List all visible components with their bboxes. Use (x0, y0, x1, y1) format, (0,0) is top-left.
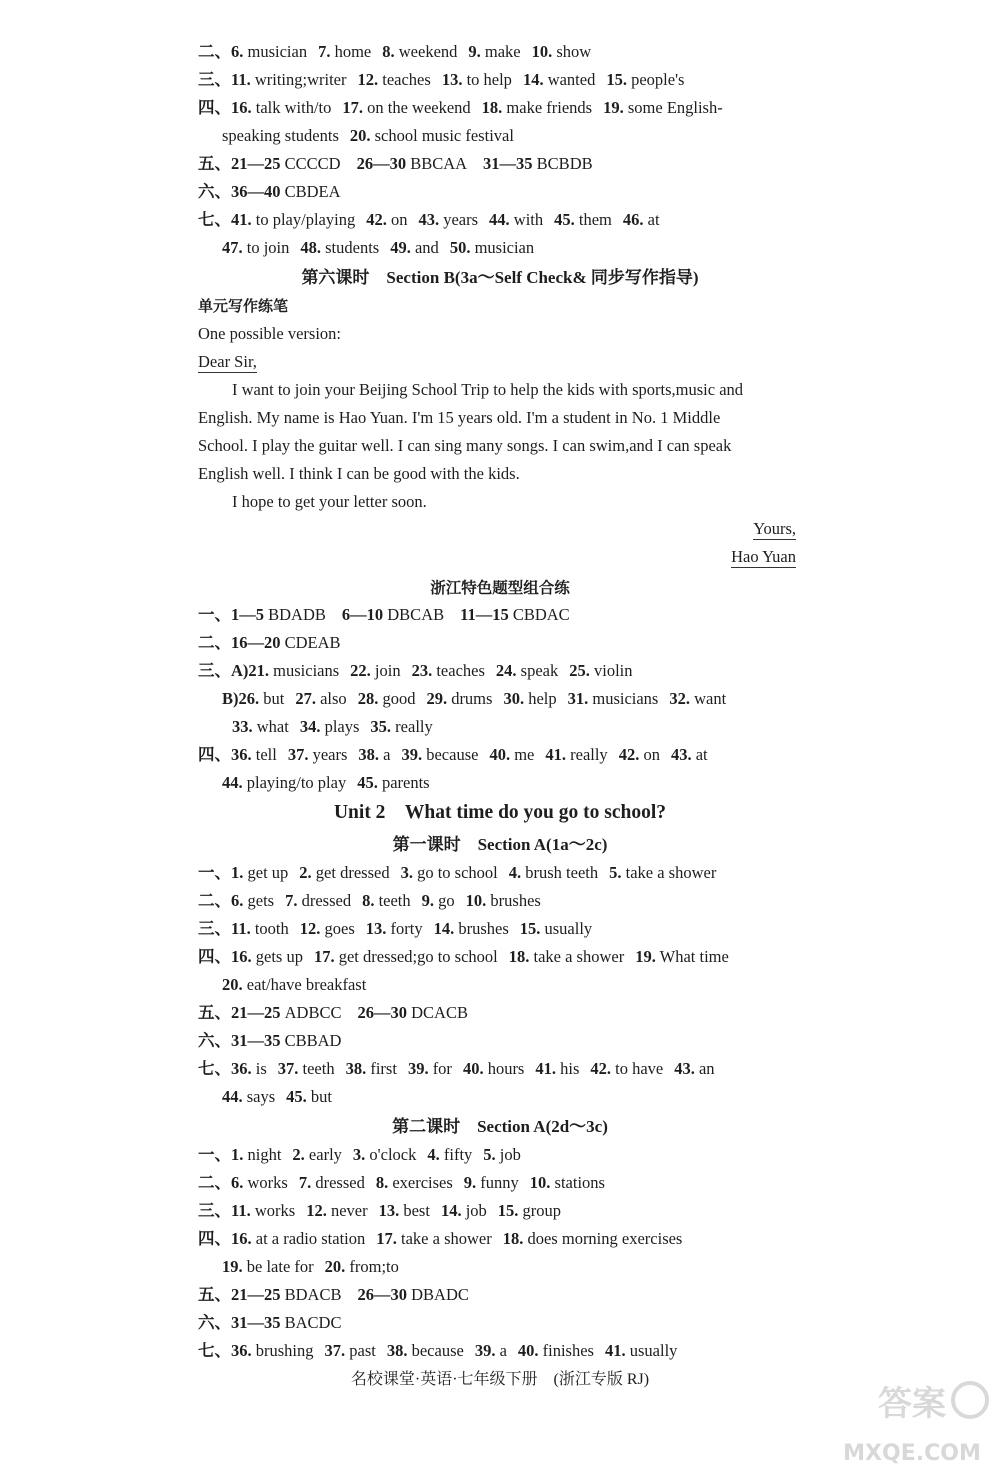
answer-text: brushes (490, 891, 541, 910)
question-number: 15. (497, 1201, 519, 1220)
answer-text: BCBDB (536, 154, 593, 173)
question-number: 20. (324, 1257, 346, 1276)
question-number: 24. (495, 661, 517, 680)
question-number: 46. (622, 210, 644, 229)
answer-text: playing/to play (246, 773, 347, 792)
question-number: 50. (449, 238, 471, 257)
answer-text: goes (324, 919, 355, 938)
question-number: 14. (522, 70, 544, 89)
answer-line (198, 1312, 341, 1334)
question-number: 27. (295, 689, 316, 708)
answer-text: take a shower (533, 947, 625, 966)
answer-text: on (643, 745, 660, 764)
answer-text: speaking students (222, 126, 339, 145)
answer-text: get up (247, 863, 289, 882)
answer-text: writing;writer (254, 70, 347, 89)
answer-text: brushes (458, 919, 509, 938)
answer-line (198, 69, 684, 91)
question-number: 37. (277, 1059, 299, 1078)
answer-text: teeth (302, 1059, 335, 1078)
answer-text: dressed (315, 1173, 365, 1192)
question-number: 48. (300, 238, 322, 257)
question-number: 19. (603, 98, 624, 117)
answer-text: musician (474, 238, 535, 257)
question-number: 47. (222, 238, 243, 257)
question-number: 6—10 (341, 605, 384, 624)
answer-text: wanted (547, 70, 596, 89)
answer-text: DBADC (411, 1285, 469, 1304)
answer-text: BDADB (268, 605, 326, 624)
answer-text: DCACB (411, 1003, 468, 1022)
answer-text: get dressed;go to school (338, 947, 498, 966)
question-number: 五、21—25 (198, 1003, 281, 1022)
question-number: 一、1. (198, 863, 244, 882)
question-number: 35. (370, 717, 392, 736)
question-number: 4. (508, 863, 522, 882)
answer-text: teeth (378, 891, 411, 910)
question-number: 44. (222, 1087, 243, 1106)
question-number: 13. (365, 919, 387, 938)
answer-text: be late for (246, 1257, 314, 1276)
question-number: 38. (358, 745, 380, 764)
lesson1-heading: 第一课时 Section A(1a～2c) (392, 835, 608, 854)
answer-line (222, 688, 726, 710)
answer-text: CDEAB (284, 633, 341, 652)
answer-text: ADBCC (284, 1003, 342, 1022)
answer-text: also (320, 689, 347, 708)
answer-text: help (528, 689, 557, 708)
answer-text: them (578, 210, 612, 229)
question-number: 四、16. (198, 1229, 252, 1248)
answer-text: gets up (255, 947, 303, 966)
zhejiang-heading: 浙江特色题型组合练 (430, 579, 570, 597)
question-number: 一、1—5 (198, 605, 264, 624)
question-number: 49. (390, 238, 411, 257)
question-number: 17. (376, 1229, 397, 1248)
answer-text: musician (247, 42, 308, 61)
answer-text: plays (324, 717, 360, 736)
question-number: 31—35 (483, 154, 533, 173)
question-number: 3. (400, 863, 413, 882)
answer-line (198, 744, 708, 766)
answer-text: his (560, 1059, 580, 1078)
question-number: 41. (604, 1341, 626, 1360)
question-number: 二、16—20 (198, 633, 281, 652)
question-number: 三、11. (198, 1201, 251, 1220)
question-number: 六、31—35 (198, 1031, 281, 1050)
question-number: 45. (286, 1087, 307, 1106)
answer-text: BBCAA (410, 154, 468, 173)
question-number: 28. (357, 689, 379, 708)
answer-text: BACDC (284, 1313, 342, 1332)
answer-text: does morning exercises (527, 1229, 683, 1248)
answer-text: take a shower (625, 863, 717, 882)
answer-text: job (465, 1201, 487, 1220)
question-number: 六、31—35 (198, 1313, 281, 1332)
question-number: 七、36. (198, 1059, 252, 1078)
question-number: 43. (418, 210, 440, 229)
answer-text: me (514, 745, 535, 764)
answer-text: What time (659, 947, 729, 966)
salutation: Dear Sir, (198, 352, 257, 371)
answer-text: weekend (398, 42, 458, 61)
letter-line-5: I hope to get your letter soon. (232, 492, 427, 511)
answer-line (198, 890, 541, 912)
question-number: 18. (508, 947, 530, 966)
question-number: 五、21—25 (198, 154, 281, 173)
question-number: 9. (463, 1173, 477, 1192)
answer-text: exercises (392, 1173, 453, 1192)
answer-text: works (247, 1173, 288, 1192)
answer-text: on (390, 210, 408, 229)
answer-text: teaches (382, 70, 431, 89)
question-number: 2. (292, 1145, 305, 1164)
answer-text: join (374, 661, 401, 680)
question-number: 40. (489, 745, 511, 764)
question-number: 11—15 (460, 605, 509, 624)
answer-text: to help (466, 70, 512, 89)
answer-text: eat/have breakfast (246, 975, 367, 994)
answer-line (198, 1172, 605, 1194)
answer-text: tell (255, 745, 277, 764)
question-number: 二、6. (198, 1173, 244, 1192)
answer-text: to play/playing (255, 210, 356, 229)
question-number: 19. (635, 947, 656, 966)
question-number: 15. (519, 919, 541, 938)
answer-line (198, 1002, 468, 1024)
question-number: 25. (569, 661, 590, 680)
answer-text: a (383, 745, 391, 764)
answer-line (198, 1058, 715, 1080)
question-number: 七、41. (198, 210, 252, 229)
answer-text: from;to (349, 1257, 399, 1276)
question-number: 20. (222, 975, 243, 994)
closing: Yours, (753, 519, 796, 538)
question-number: 18. (502, 1229, 524, 1248)
question-number: 22. (350, 661, 371, 680)
answer-text: but (310, 1087, 333, 1106)
question-number: 42. (618, 745, 640, 764)
question-number: 4. (427, 1145, 440, 1164)
letter-line-3: School. I play the guitar well. I can sing many songs. I can swim,and I can speak (198, 436, 732, 455)
question-number: 38. (345, 1059, 367, 1078)
answer-line (198, 97, 723, 119)
answer-line (198, 1030, 341, 1052)
question-number: 8. (362, 891, 375, 910)
question-number: 2. (299, 863, 312, 882)
answer-text: make friends (506, 98, 593, 117)
answer-text: really (395, 717, 433, 736)
question-number: 9. (468, 42, 481, 61)
question-number: 34. (299, 717, 321, 736)
answer-text: talk with/to (255, 98, 332, 117)
answer-text: hours (487, 1059, 525, 1078)
watermark-text: MXQE.COM (843, 1441, 981, 1466)
answer-text: school music festival (374, 126, 514, 145)
answer-line (198, 1228, 682, 1250)
answer-text: at a radio station (255, 1229, 366, 1248)
answer-text: get dressed (315, 863, 390, 882)
question-number: 3. (352, 1145, 366, 1164)
answer-text: never (330, 1201, 368, 1220)
answer-text: to have (615, 1059, 664, 1078)
answer-text: brush teeth (525, 863, 599, 882)
answer-text: with (513, 210, 544, 229)
question-number: 13. (378, 1201, 400, 1220)
answer-text: take a shower (401, 1229, 492, 1248)
question-number: 32. (669, 689, 690, 708)
answer-line (222, 237, 534, 259)
question-number: 44. (489, 210, 510, 229)
answer-text: people's (631, 70, 685, 89)
answer-text: usually (629, 1341, 678, 1360)
answer-text: group (522, 1201, 562, 1220)
watermark-logo (832, 1370, 992, 1470)
question-number: 12. (357, 70, 379, 89)
question-number: 五、21—25 (198, 1285, 281, 1304)
answer-text: at (695, 745, 708, 764)
question-number: 18. (481, 98, 503, 117)
answer-text: good (382, 689, 416, 708)
question-number: 29. (426, 689, 448, 708)
lesson6-heading: 第六课时 Section B(3a～Self Check& 同步写作指导) (301, 268, 699, 287)
answer-line (198, 1284, 469, 1306)
answer-line (198, 209, 660, 231)
answer-text: really (570, 745, 608, 764)
answer-text: but (263, 689, 285, 708)
answer-text: what (256, 717, 289, 736)
svg-text:答案: 答案 (878, 1384, 946, 1424)
letter-line-1: I want to join your Beijing School Trip to help the kids with sports,music and (232, 380, 744, 399)
question-number: 12. (306, 1201, 327, 1220)
answer-text: stations (554, 1173, 605, 1192)
answer-line (198, 181, 341, 203)
question-number: 14. (433, 919, 455, 938)
answer-text: violin (593, 661, 633, 680)
answer-text: night (247, 1145, 282, 1164)
answer-text: musicians (273, 661, 340, 680)
answer-text: on the weekend (367, 98, 471, 117)
answer-text: because (426, 745, 479, 764)
answer-text: o'clock (369, 1145, 417, 1164)
question-number: 四、16. (198, 98, 252, 117)
question-number: 33. (232, 717, 253, 736)
answer-text: and (414, 238, 439, 257)
answer-text: a (499, 1341, 507, 1360)
answer-line (222, 1256, 399, 1278)
question-number: 10. (531, 42, 553, 61)
question-number: 7. (298, 1173, 312, 1192)
answer-line (198, 632, 341, 654)
question-number: 41. (535, 1059, 556, 1078)
question-number: 44. (222, 773, 243, 792)
question-number: 17. (313, 947, 335, 966)
answer-line (198, 946, 729, 968)
question-number: 12. (299, 919, 321, 938)
question-number: 7. (285, 891, 298, 910)
answer-text: CCCCD (284, 154, 341, 173)
question-number: 40. (517, 1341, 539, 1360)
answer-text: want (694, 689, 727, 708)
question-number: 23. (411, 661, 433, 680)
question-number: 42. (590, 1059, 611, 1078)
question-number: 39. (474, 1341, 496, 1360)
question-number: 19. (222, 1257, 243, 1276)
answer-text: finishes (542, 1341, 594, 1360)
question-number: 七、36. (198, 1341, 252, 1360)
answer-text: BDACB (284, 1285, 342, 1304)
answer-line (198, 660, 633, 682)
question-number: 四、36. (198, 745, 252, 764)
question-number: 8. (375, 1173, 389, 1192)
answer-line (198, 153, 593, 175)
writing-intro: One possible version: (198, 324, 341, 343)
question-number: 39. (407, 1059, 429, 1078)
answer-text: musicians (592, 689, 659, 708)
question-number: 43. (670, 745, 692, 764)
question-number: 37. (324, 1341, 346, 1360)
answer-line (222, 772, 430, 794)
answer-text: funny (480, 1173, 519, 1192)
question-number: 20. (349, 126, 371, 145)
answer-text: parents (381, 773, 430, 792)
question-number: 31. (567, 689, 589, 708)
writing-label: 单元写作练笔 (198, 297, 289, 315)
question-number: 26—30 (356, 154, 407, 173)
question-number: 40. (462, 1059, 484, 1078)
question-number: 39. (401, 745, 423, 764)
answer-text: at (647, 210, 660, 229)
question-number: 5. (483, 1145, 496, 1164)
answer-line (198, 41, 591, 63)
question-number: B)26. (222, 689, 260, 708)
question-number: 5. (609, 863, 622, 882)
answer-text: to join (246, 238, 290, 257)
answer-line (222, 1086, 332, 1108)
answer-text: show (556, 42, 592, 61)
answer-text: usually (544, 919, 593, 938)
question-number: 一、1. (198, 1145, 244, 1164)
question-number: 45. (357, 773, 378, 792)
answer-line (198, 1340, 677, 1362)
answer-text: best (403, 1201, 430, 1220)
answer-text: years (312, 745, 348, 764)
answer-text: fifty (443, 1145, 473, 1164)
question-number: 14. (440, 1201, 462, 1220)
answer-text: brushing (255, 1341, 314, 1360)
answer-text: some English- (627, 98, 723, 117)
answer-text: works (254, 1201, 296, 1220)
answer-text: CBDEA (284, 182, 341, 201)
answer-text: teaches (436, 661, 485, 680)
answer-line (198, 1144, 521, 1166)
answer-text: dressed (301, 891, 352, 910)
question-number: 26—30 (357, 1285, 407, 1304)
question-number: 7. (318, 42, 331, 61)
answer-line (198, 1200, 561, 1222)
answer-text: drums (451, 689, 493, 708)
question-number: 45. (554, 210, 575, 229)
answer-text: past (349, 1341, 376, 1360)
question-number: 四、16. (198, 947, 252, 966)
question-number: 30. (503, 689, 525, 708)
signature: Hao Yuan (731, 547, 796, 566)
question-number: 8. (382, 42, 395, 61)
answer-text: tooth (254, 919, 289, 938)
question-number: 10. (465, 891, 487, 910)
letter-line-2: English. My name is Hao Yuan. I'm 15 years old. I'm a student in No. 1 Middle (198, 408, 721, 427)
question-number: 42. (366, 210, 387, 229)
question-number: 17. (342, 98, 363, 117)
answer-text: job (499, 1145, 521, 1164)
page-footer: 名校课堂·英语·七年级下册 (浙江专版 RJ) (350, 1371, 650, 1388)
answer-text: an (698, 1059, 715, 1078)
question-number: 10. (529, 1173, 551, 1192)
answer-text: CBBAD (284, 1031, 342, 1050)
answer-text: says (246, 1087, 276, 1106)
answer-text: home (334, 42, 372, 61)
unit2-heading: Unit 2 What time do you go to school? (333, 802, 667, 823)
answer-text: speak (520, 661, 559, 680)
answer-text: make (484, 42, 521, 61)
answer-text: early (308, 1145, 342, 1164)
answer-line (222, 125, 514, 147)
question-number: 二、6. (198, 42, 244, 61)
answer-text: go (438, 891, 455, 910)
answer-text: DBCAB (387, 605, 445, 624)
question-number: 9. (421, 891, 435, 910)
question-number: 三、11. (198, 70, 251, 89)
answer-line (222, 974, 366, 996)
answer-text: students (325, 238, 380, 257)
answer-line (232, 716, 433, 738)
question-number: 38. (386, 1341, 408, 1360)
answer-line (198, 604, 570, 626)
letter-line-4: English well. I think I can be good with the kids. (198, 464, 520, 483)
answer-line (198, 862, 716, 884)
answer-text: years (443, 210, 479, 229)
answer-text: is (255, 1059, 267, 1078)
answer-text: CBDAC (512, 605, 570, 624)
answer-text: forty (390, 919, 423, 938)
answer-line (198, 918, 592, 940)
question-number: 15. (606, 70, 627, 89)
question-number: 三、A)21. (198, 661, 270, 680)
question-number: 13. (441, 70, 463, 89)
question-number: 二、6. (198, 891, 244, 910)
answer-text: for (432, 1059, 452, 1078)
answer-text: go to school (417, 863, 498, 882)
answer-text: first (370, 1059, 397, 1078)
question-number: 三、11. (198, 919, 251, 938)
question-number: 43. (674, 1059, 695, 1078)
answer-text: gets (247, 891, 275, 910)
question-number: 六、36—40 (198, 182, 281, 201)
lesson2-heading: 第二课时 Section A(2d～3c) (392, 1117, 608, 1136)
question-number: 26—30 (357, 1003, 407, 1022)
question-number: 41. (545, 745, 566, 764)
answer-text: because (411, 1341, 464, 1360)
question-number: 37. (287, 745, 309, 764)
